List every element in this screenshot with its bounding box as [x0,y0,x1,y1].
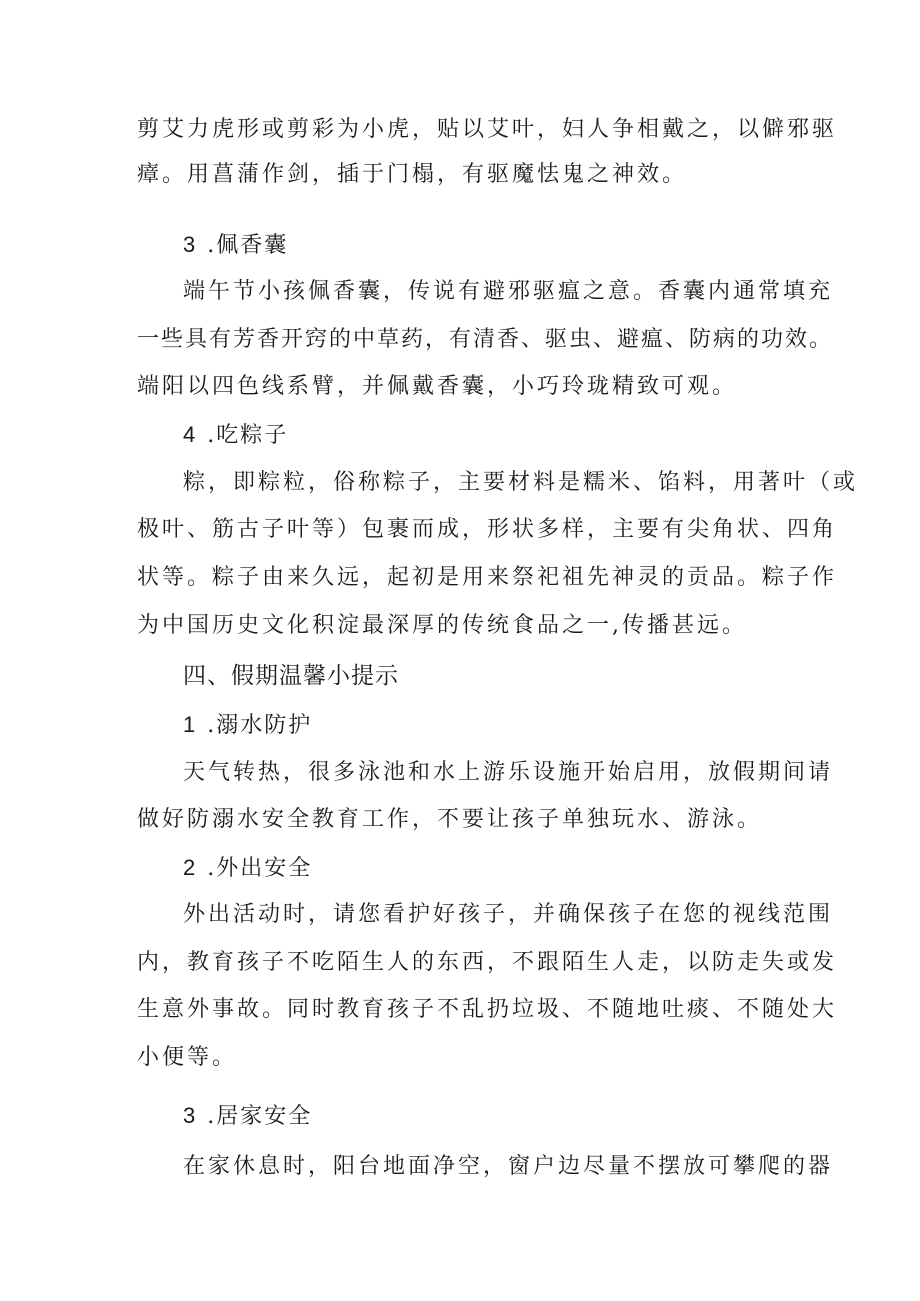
subheading-text: .居家安全 [207,1104,313,1129]
subheading-number: 3 [183,1103,196,1128]
subheading-zongzi [183,420,288,451]
subheading-text: .佩香囊 [207,233,289,258]
paragraph-line: 在家休息时，阳台地面净空，窗户边尽量不摆放可攀爬的器 [183,1154,834,1179]
paragraph-line: 端午节小孩佩香囊，传说有避邪驱瘟之意。香囊内通常填充 [183,279,834,304]
paragraph-line: 极叶、筋古子叶等）包裹而成，形状多样，主要有尖角状、四角 [137,517,838,542]
paragraph-line: 瘴。用菖蒲作剑，插于门榻，有驱魔怯鬼之神效。 [137,162,688,187]
subheading-number: 3 [183,232,196,257]
paragraph-line: 生意外事故。同时教育孩子不乱扔垃圾、不随地吐痰、不随处大 [137,997,838,1022]
paragraph-line: 做好防溺水安全教育工作，不要让孩子单独玩水、游泳。 [137,807,763,832]
paragraph-line: 状等。粽子由来久远，起初是用来祭祀祖先神灵的贡品。粽子作 [137,565,838,590]
subheading-drowning [183,710,312,741]
paragraph-line: 内，教育孩子不吃陌生人的东西，不跟陌生人走，以防走失或发 [137,950,838,975]
subheading-sachet [183,230,288,261]
subheading-number: 4 [183,422,196,447]
paragraph-line: 为中国历史文化积淀最深厚的传统食品之一,传播甚远。 [137,613,747,638]
subheading-text: .外出安全 [207,856,313,881]
paragraph-line: 一些具有芳香开窍的中草药，有清香、驱虫、避瘟、防病的功效。 [137,327,834,352]
paragraph-line: 外出活动时，请您看护好孩子，并确保孩子在您的视线范围 [183,902,834,927]
section-heading: 四、假期温馨小提示 [183,663,399,689]
subheading-number: 1 [183,712,196,737]
paragraph-line: 粽，即粽粒，俗称粽子，主要材料是糯米、馅料，用著叶（或 [183,470,859,495]
subheading-home [183,1101,312,1132]
subheading-text: .吃粽子 [207,423,289,448]
subheading-text: .溺水防护 [207,713,313,738]
subheading-outdoor [183,853,312,884]
paragraph-line: 天气转热，很多泳池和水上游乐设施开始启用，放假期间请 [183,760,834,785]
paragraph-line: 端阳以四色线系臂，并佩戴香囊，小巧玲珑精致可观。 [137,374,738,399]
paragraph-line: 小便等。 [137,1045,238,1070]
subheading-number: 2 [183,855,196,880]
paragraph-line: 剪艾力虎形或剪彩为小虎，贴以艾叶，妇人争相戴之，以僻邪驱 [137,117,838,142]
